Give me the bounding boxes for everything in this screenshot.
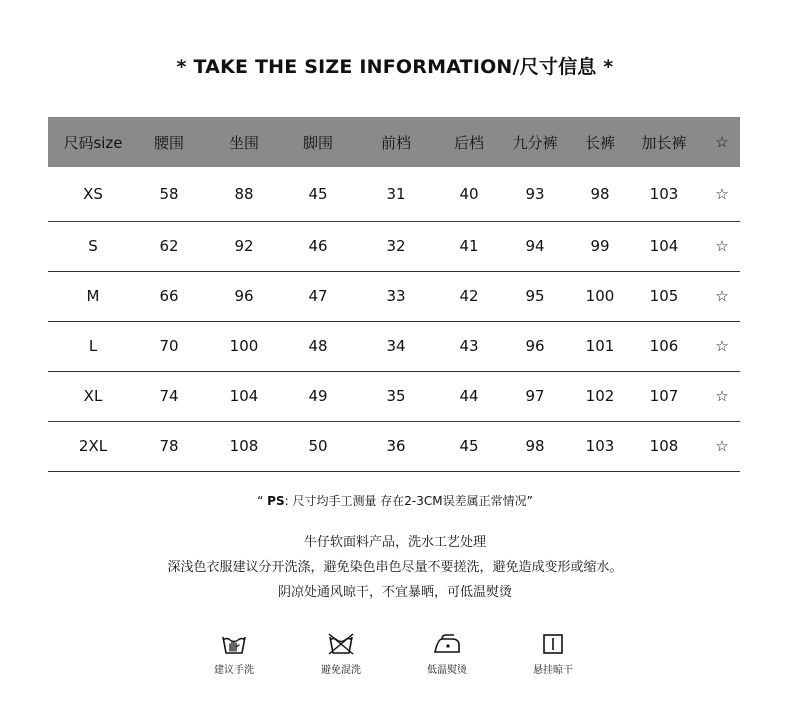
table-row [48, 167, 740, 221]
cell-size: 2XL [48, 421, 138, 471]
care-icon-item [194, 633, 274, 676]
cell-hip: 88 [200, 167, 288, 221]
cell-front-rise: 31 [348, 167, 444, 221]
hang-dry-icon [542, 633, 564, 655]
header-hip: 坐围 [228, 133, 259, 152]
cell-back-rise: 40 [444, 167, 494, 221]
care-instructions [0, 530, 790, 605]
cell-waist: 70 [138, 321, 200, 371]
cell-hip: 96 [200, 271, 288, 321]
cell-ankle-length: 94 [494, 221, 576, 271]
cell-size: L [48, 321, 138, 371]
care-icon-item [407, 633, 487, 676]
table-row [48, 371, 740, 421]
cell-extra-long: 103 [624, 167, 704, 221]
cell-front-rise: 32 [348, 221, 444, 271]
cell-star-icon: ☆ [704, 167, 740, 221]
cell-size: XL [48, 371, 138, 421]
care-icon-item [301, 633, 381, 676]
page-title: * TAKE THE SIZE INFORMATION/尺寸信息 * [176, 56, 614, 78]
note-open-quote: “ [257, 494, 268, 508]
header-full-length: 长裤 [584, 133, 615, 152]
header-star-icon: ☆ [715, 133, 729, 151]
cell-extra-long: 106 [624, 321, 704, 371]
note-text: : 尺寸均手工测量 存在2-3CM误差属正常情况” [284, 494, 533, 508]
cell-back-rise: 42 [444, 271, 494, 321]
header-back-rise: 后档 [453, 133, 484, 152]
cell-extra-long: 105 [624, 271, 704, 321]
care-line: 阴凉处通风晾干，不宜暴晒，可低温熨烫 [277, 585, 512, 600]
cell-hip: 92 [200, 221, 288, 271]
cell-ankle-length: 97 [494, 371, 576, 421]
cell-full-length: 101 [576, 321, 624, 371]
cell-star-icon: ☆ [704, 221, 740, 271]
cell-size: S [48, 221, 138, 271]
header-leg-opening: 脚围 [302, 133, 333, 152]
cell-full-length: 103 [576, 421, 624, 471]
cell-waist: 78 [138, 421, 200, 471]
cell-star-icon: ☆ [704, 421, 740, 471]
cell-ankle-length: 95 [494, 271, 576, 321]
cell-waist: 74 [138, 371, 200, 421]
hand-wash-icon [221, 633, 247, 655]
cell-full-length: 98 [576, 167, 624, 221]
cell-back-rise: 41 [444, 221, 494, 271]
header-extra-long: 加长裤 [641, 133, 687, 152]
header-size: 尺码size [63, 133, 123, 152]
header-waist: 腰围 [153, 133, 184, 152]
care-icon-label: 建议手洗 [214, 665, 254, 676]
cell-back-rise: 43 [444, 321, 494, 371]
care-icon-label: 避免混洗 [321, 665, 361, 676]
size-table [48, 117, 740, 472]
cell-leg-opening: 45 [288, 167, 348, 221]
cell-star-icon: ☆ [704, 271, 740, 321]
care-icon-label: 悬挂晾干 [533, 665, 573, 676]
no-mixed-wash-icon [328, 633, 354, 655]
low-temp-iron-icon [432, 633, 462, 655]
cell-hip: 104 [200, 371, 288, 421]
table-row [48, 321, 740, 371]
cell-back-rise: 45 [444, 421, 494, 471]
cell-back-rise: 44 [444, 371, 494, 421]
note-label: PS [267, 494, 285, 508]
header-front-rise: 前档 [380, 133, 411, 152]
cell-waist: 66 [138, 271, 200, 321]
care-line: 牛仔软面料产品，洗水工艺处理 [303, 535, 486, 550]
cell-ankle-length: 96 [494, 321, 576, 371]
cell-full-length: 99 [576, 221, 624, 271]
care-icons [0, 633, 790, 683]
cell-front-rise: 34 [348, 321, 444, 371]
cell-size: M [48, 271, 138, 321]
cell-waist: 62 [138, 221, 200, 271]
cell-size: XS [48, 167, 138, 221]
cell-leg-opening: 48 [288, 321, 348, 371]
table-header-row [48, 117, 740, 167]
cell-waist: 58 [138, 167, 200, 221]
measurement-note [0, 492, 790, 509]
table-row [48, 271, 740, 321]
cell-star-icon: ☆ [704, 371, 740, 421]
cell-extra-long: 104 [624, 221, 704, 271]
cell-extra-long: 107 [624, 371, 704, 421]
cell-hip: 108 [200, 421, 288, 471]
care-line: 深浅色衣服建议分开洗涤，避免染色串色尽量不要搓洗，避免造成变形或缩水。 [167, 560, 623, 575]
cell-ankle-length: 93 [494, 167, 576, 221]
cell-extra-long: 108 [624, 421, 704, 471]
table-row [48, 421, 740, 471]
table-row [48, 221, 740, 271]
cell-full-length: 100 [576, 271, 624, 321]
header-ankle-length: 九分裤 [512, 133, 558, 152]
cell-leg-opening: 49 [288, 371, 348, 421]
cell-leg-opening: 50 [288, 421, 348, 471]
cell-hip: 100 [200, 321, 288, 371]
cell-leg-opening: 46 [288, 221, 348, 271]
care-icon-item [513, 633, 593, 676]
cell-front-rise: 36 [348, 421, 444, 471]
cell-leg-opening: 47 [288, 271, 348, 321]
care-icon-label: 低温熨烫 [427, 665, 467, 676]
cell-front-rise: 35 [348, 371, 444, 421]
cell-full-length: 102 [576, 371, 624, 421]
cell-ankle-length: 98 [494, 421, 576, 471]
cell-star-icon: ☆ [704, 321, 740, 371]
cell-front-rise: 33 [348, 271, 444, 321]
